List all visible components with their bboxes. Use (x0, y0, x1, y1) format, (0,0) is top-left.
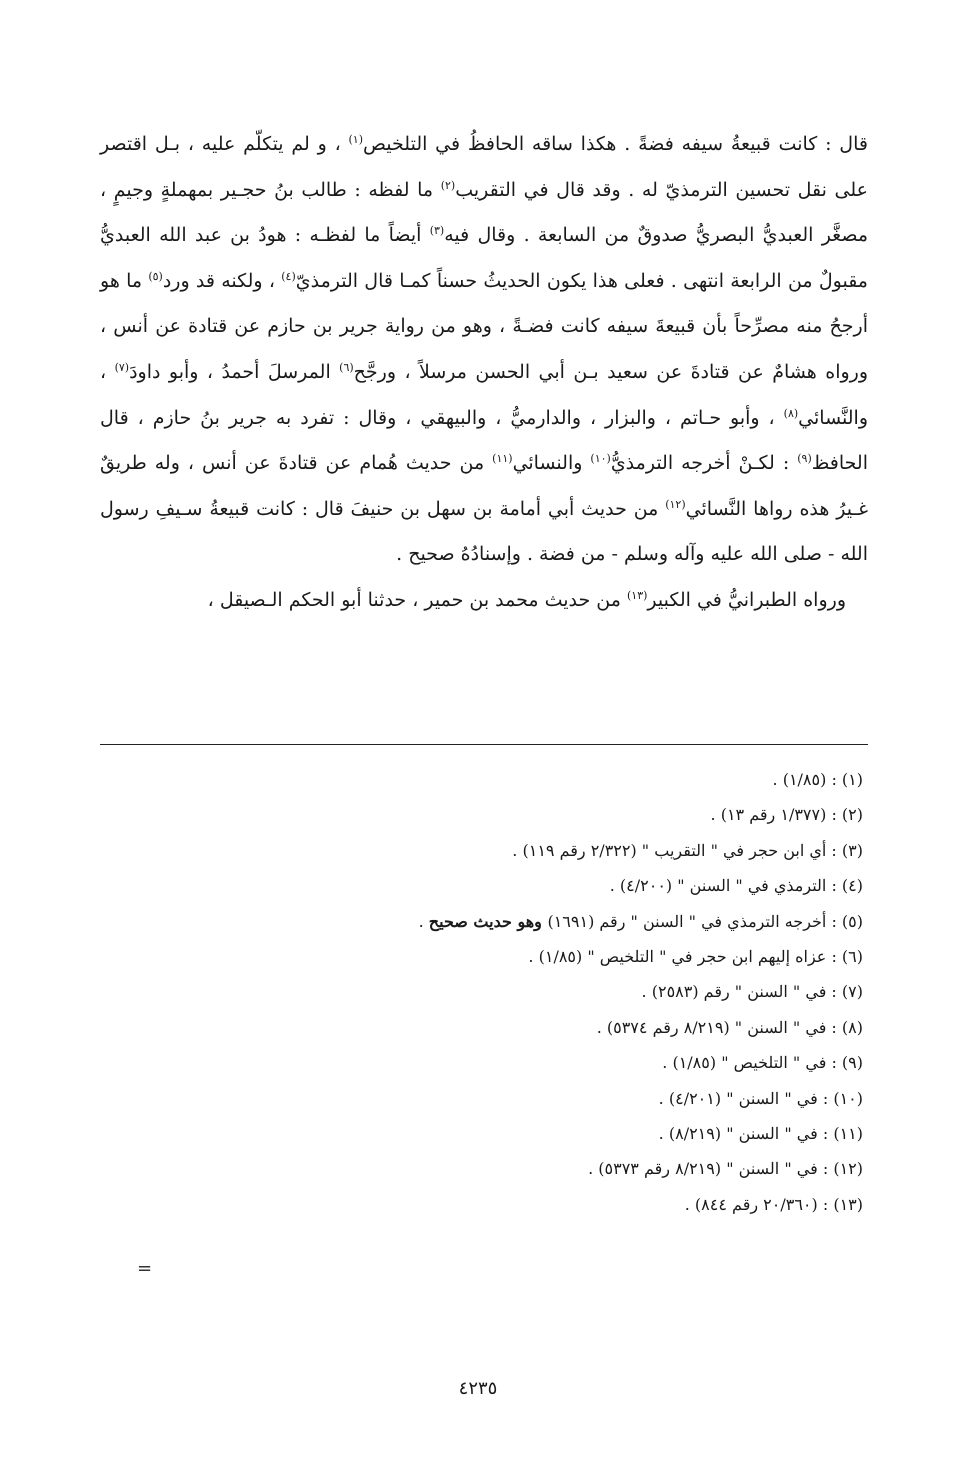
footnote-text: (١٢) : في " السنن " (٨/٢١٩ رقم ٥٣٧٣) . (588, 1159, 863, 1179)
footnote-12 (100, 1151, 863, 1186)
text-run: أيضاً ما لفظـه : هودُ بن عبد الله العبديُّ مقبولٌ من الرابعة انتهى . فعلى هذا يكون الحديثُ حسناً كمـا قال الترمذيّ (100, 224, 868, 292)
footnote-text: (١١) : في " السنن " (٨/٢١٩) . (658, 1124, 863, 1144)
footnote-6 (100, 939, 863, 974)
footnote-ref: (٨) (783, 406, 799, 420)
text-run: من حديث محمد بن حمير ، حدثنا أبو الحكم الـصيقل ، (207, 588, 627, 611)
text-run: ، ولكنه قد ورد (162, 269, 282, 292)
footnote-text: (٤) : الترمذي في " السنن " (٤/٢٠٠) . (609, 876, 863, 896)
footnote-ref: (٣) (429, 224, 445, 238)
footnote-ref: (٢) (440, 178, 456, 192)
footnote-text: (٦) : عزاه إليهم ابن حجر في " التلخيص " (١/٨٥) . (528, 947, 863, 967)
text-run: المرسلَ أحمدُ ، وأبو داودَ (129, 360, 340, 383)
text-run: من حديث أبي أمامة بن سهل بن حنيفَ قال : كانت قبيعةُ سـيفِ رسول الله - صلى الله عليه وآله وسلم - من فضة . وإسنادُهُ صحيح . (100, 497, 868, 566)
footnote-ref: (١١) (492, 452, 513, 466)
footnote-ref: (٦) (339, 360, 354, 374)
text-run: من حديث هُمام عن قتادةَ عن أنس ، وله طريقٌ غـيرُ هذه رواها النَّسائي (100, 452, 868, 520)
text-run: ما هو أرجحُ منه مصرِّحاً بأن قبيعةَ سيفه كانت فضـةً ، وهو من رواية جرير بن حازم عن قتادة عن أنس ، ورواه هشامٌ عن قتادةَ عن سعيد بـن أبي الحسن مرسلاً ، ورجَّح (100, 269, 869, 383)
footnote-5 (100, 904, 863, 939)
footnote-emphasis: وهو حديث صحيح (428, 911, 548, 931)
footnote-tail: . (418, 911, 429, 931)
footnote-ref: (٤) (281, 269, 296, 283)
text-run: ما لفظه : طالب بنُ حجـير بمهملةٍ وجيمٍ ، مصغَّر العبديُّ البصريُّ صدوقٌ من السابعة . وقال فيه (100, 178, 868, 247)
footnote-ref: (٩) (797, 452, 812, 466)
footnote-text: (١) : (١/٨٥) . (772, 770, 863, 789)
text-run: ، والنَّسائي (100, 360, 868, 429)
footnote-8 (100, 1010, 863, 1045)
main-text (100, 122, 868, 624)
footnote-text: (٥) : أخرجه الترمذي في " السنن " رقم (١٦٩١) (547, 911, 863, 931)
text-run: : لكـنْ أخرجه الترمذيُّ (610, 452, 798, 475)
footnote-ref: (١) (348, 133, 364, 146)
paragraph-1 (100, 122, 868, 578)
footnote-11 (100, 1116, 863, 1151)
footnote-ref: (١٢) (665, 497, 686, 511)
footnote-ref: (١٣) (626, 588, 648, 602)
footnote-text: (٣) : أي ابن حجر في " التقريب " (٢/٣٢٢ رقم ١١٩) . (512, 840, 863, 860)
footnote-ref: (٥) (148, 269, 163, 283)
paragraph-2 (100, 578, 868, 624)
footnote-2 (100, 797, 863, 832)
footnote-3 (100, 833, 863, 868)
footnote-separator (100, 744, 868, 745)
text-run: ، وأبو حـاتم ، والبزار ، والدارميُّ ، والبيهقي ، وقال : تفرد به جرير بنُ حازم ، قال الحافظ (100, 406, 868, 475)
footnote-text: (٧) : في " السنن " رقم (٢٥٨٣) . (641, 982, 863, 1002)
margin-mark: = (137, 1258, 153, 1279)
text-run: والنسائي (512, 452, 591, 475)
footnote-13 (100, 1187, 863, 1222)
footnote-text: (٨) : في " السنن " (٨/٢١٩ رقم ٥٣٧٤) . (596, 1017, 863, 1037)
footnote-10 (100, 1081, 863, 1116)
footnote-text: (١٠) : في " السنن " (٤/٢٠١) . (658, 1088, 863, 1108)
footnote-text: (٢) : (١/٣٧٧ رقم ١٣) . (710, 805, 863, 825)
text-run: ، و لم يتكلّم عليه ، بـل اقتصر على نقل تحسين الترمذيّ له . وقد قال في التقريب (100, 133, 868, 201)
footnote-ref: (١٠) (590, 452, 611, 466)
text-run: ورواه الطبرانيُّ في الكبير (647, 588, 846, 611)
footnote-7 (100, 974, 863, 1009)
footnote-ref: (٧) (114, 360, 130, 374)
footnotes (100, 762, 863, 1222)
page-number: ٤٢٣٥ (458, 1378, 498, 1399)
footnote-text: (١٣) : (٢٠/٣٦٠ رقم ٨٤٤) . (684, 1194, 863, 1214)
footnote-4 (100, 868, 863, 903)
footnote-9 (100, 1045, 863, 1080)
text-run: قال : كانت قبيعةُ سيفه فضةً . هكذا ساقه الحافظُ في التلخيص (363, 133, 868, 155)
footnote-text: (٩) : في " التلخيص " (١/٨٥) . (662, 1053, 863, 1073)
footnote-1 (100, 762, 863, 797)
